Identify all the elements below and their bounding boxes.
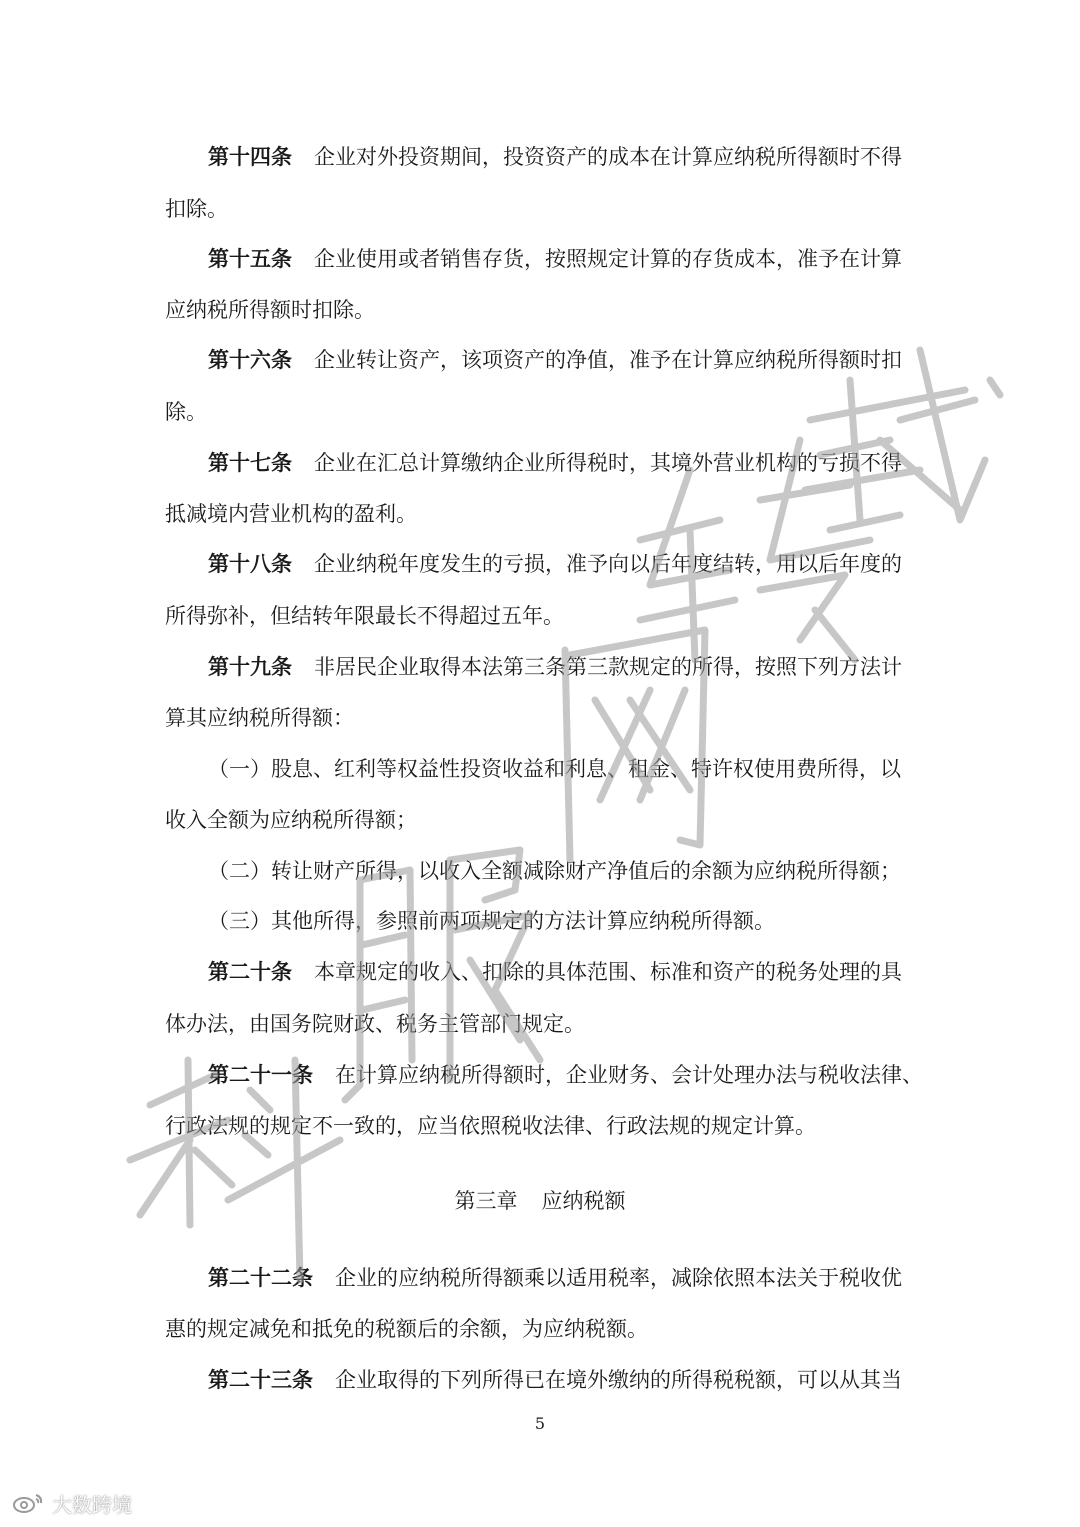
- article-23-line1: [208, 1366, 902, 1394]
- article-18-line2: 所得弥补，但结转年限最长不得超过五年。: [165, 604, 564, 628]
- item-3-line1: （三）其他所得，参照前两项规定的方法计算应纳税所得额。: [208, 909, 775, 933]
- article-text: 企业在汇总计算缴纳企业所得税时，其境外营业机构的亏损不得: [314, 451, 902, 475]
- article-number: 第十七条: [208, 451, 292, 475]
- article-number: 第十九条: [208, 655, 292, 679]
- article-21-line1: [208, 1061, 923, 1089]
- article-19-line1: [208, 653, 902, 681]
- article-22-line2: 惠的规定减免和抵免的税额后的余额，为应纳税额。: [165, 1317, 648, 1341]
- article-text: 企业使用或者销售存货，按照规定计算的存货成本，准予在计算: [314, 247, 902, 271]
- article-20-line2: 体办法，由国务院财政、税务主管部门规定。: [165, 1012, 585, 1036]
- article-15-line1: [208, 245, 902, 273]
- item-2-line1: （二）转让财产所得，以收入全额减除财产净值后的余额为应纳税所得额；: [208, 859, 901, 883]
- source-logo-text: 大数跨境: [52, 1492, 132, 1517]
- item-1-line1: （一）股息、红利等权益性投资收益和利息、租金、特许权使用费所得，以: [208, 757, 901, 781]
- article-14-line2: 扣除。: [165, 197, 228, 221]
- article-text: 企业取得的下列所得已在境外缴纳的所得税税额，可以从其当: [335, 1368, 902, 1392]
- item-1-line2: 收入全额为应纳税所得额；: [165, 808, 417, 832]
- article-15-line2: 应纳税所得额时扣除。: [165, 298, 375, 322]
- article-17-line1: [208, 449, 902, 477]
- article-19-line2: 算其应纳税所得额：: [165, 706, 354, 730]
- article-21-line2: 行政法规的规定不一致的，应当依照税收法律、行政法规的规定计算。: [165, 1114, 816, 1138]
- article-16-line2: 除。: [165, 400, 207, 424]
- article-text: 企业纳税年度发生的亏损，准予向以后年度结转，用以后年度的: [314, 552, 902, 576]
- article-14-line1: [208, 143, 902, 171]
- chapter-number: 第三章: [454, 1189, 518, 1213]
- article-number: 第十八条: [208, 552, 292, 576]
- article-number: 第二十三条: [208, 1368, 313, 1392]
- article-text: 企业的应纳税所得额乘以适用税率，减除依照本法关于税收优: [335, 1266, 902, 1290]
- article-text: 企业转让资产，该项资产的净值，准予在计算应纳税所得额时扣: [314, 348, 902, 372]
- article-text: 本章规定的收入、扣除的具体范围、标准和资产的税务处理的具: [314, 960, 902, 984]
- chapter-title: 应纳税额: [541, 1189, 626, 1213]
- article-number: 第十五条: [208, 247, 292, 271]
- article-22-line1: [208, 1264, 902, 1292]
- article-number: 第十六条: [208, 348, 292, 372]
- article-number: 第二十条: [208, 960, 292, 984]
- chapter-heading: [0, 1187, 1080, 1215]
- article-20-line1: [208, 958, 902, 986]
- article-text: 在计算应纳税所得额时，企业财务、会计处理办法与税收法律、: [335, 1063, 923, 1087]
- weibo-like-logo-icon: [12, 1491, 46, 1515]
- article-number: 第十四条: [208, 145, 292, 169]
- article-18-line1: [208, 550, 902, 578]
- article-number: 第二十一条: [208, 1063, 313, 1087]
- article-17-line2: 抵减境内营业机构的盈利。: [165, 502, 417, 526]
- article-16-line1: [208, 346, 902, 374]
- article-text: 非居民企业取得本法第三条第三款规定的所得，按照下列方法计: [314, 655, 902, 679]
- page-number: 5: [534, 1414, 546, 1433]
- source-logo: [12, 1490, 132, 1516]
- article-text: 企业对外投资期间，投资资产的成本在计算应纳税所得额时不得: [314, 145, 902, 169]
- article-number: 第二十二条: [208, 1266, 313, 1290]
